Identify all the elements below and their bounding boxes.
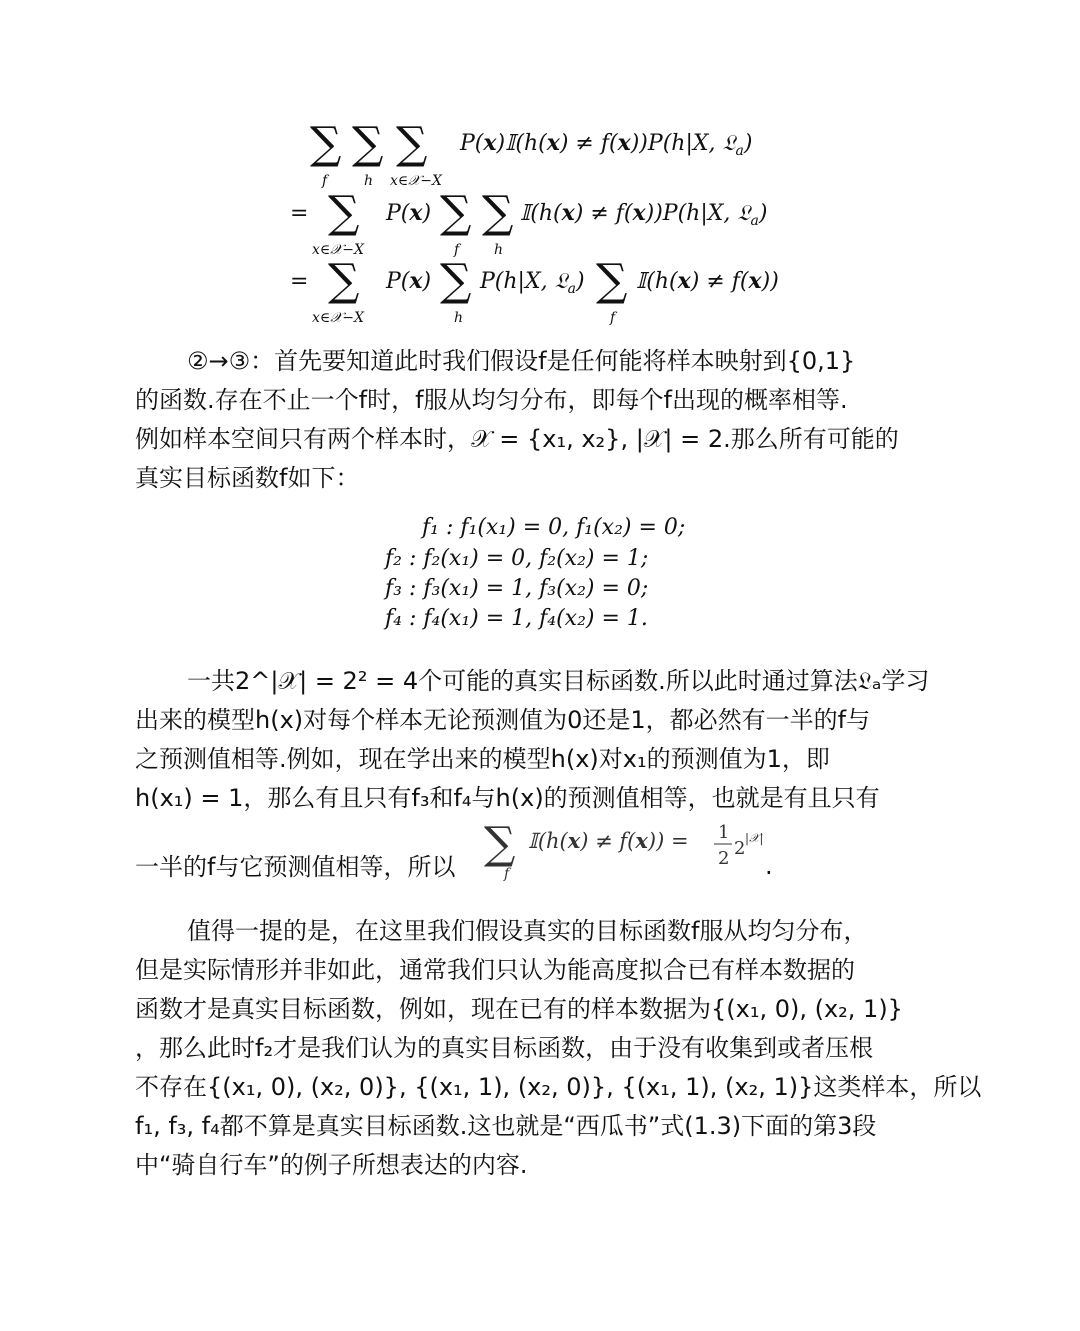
p2-line-5 (135, 848, 455, 886)
svg-text:∑: ∑ (328, 255, 360, 306)
p2-line-3: 之预测值相等.例如，现在学出来的模型h(x)对x₁的预测值为1，即 (135, 745, 830, 773)
p3-line-7: 中“骑自行车”的例子所想表达的内容. (135, 1151, 528, 1179)
function-f3: f₃ : f₃(x₁) = 1, f₃(x₂) = 0; (385, 576, 649, 601)
svg-text:f: f (610, 310, 616, 325)
svg-text:|𝒳|: |𝒳| (745, 831, 764, 845)
svg-text:h: h (454, 310, 464, 325)
inline-sum-equation (478, 812, 778, 882)
svg-text:∑: ∑ (328, 187, 360, 238)
svg-text:h: h (364, 173, 374, 189)
p3-line-6: f₁, f₃, f₄都不算是真实目标函数.这也就是“西瓜书”式(1.3)下面的第3段 (135, 1112, 877, 1140)
function-f2: f₂ : f₂(x₁) = 0, f₂(x₂) = 1; (385, 546, 649, 571)
svg-text:=: = (290, 269, 309, 294)
svg-text:∑: ∑ (482, 187, 514, 238)
svg-text:x∈𝒳−X: x∈𝒳−X (312, 310, 364, 325)
svg-text:1: 1 (718, 822, 730, 843)
svg-text:x∈𝒳−X: x∈𝒳−X (312, 242, 364, 258)
eq-line1-body: P(x)𝕀(h(x) ≠ f(x))P(h|X, 𝔏$_a$) (460, 130, 753, 159)
svg-text:∑: ∑ (596, 255, 628, 306)
p3-line-4: ，那么此时f₂才是我们认为的真实目标函数，由于没有收集到或者压根 (135, 1034, 874, 1062)
p2-line-2: 出来的模型h(x)对每个样本无论预测值为0还是1，都必然有一半的f与 (135, 706, 871, 734)
sum-f-1: ∑ (310, 118, 342, 169)
svg-text:f: f (454, 242, 460, 258)
main-equation (270, 110, 830, 325)
p3-line-2: 但是实际情形并非如此，通常我们只认为能高度拟合已有样本数据的 (135, 956, 855, 984)
p1-line-1: ②→③：首先要知道此时我们假设f是任何能将样本映射到{0,1} (187, 347, 856, 375)
svg-text:f: f (504, 866, 510, 882)
p2-line-1: 一共2^|𝒳| = 2² = 4个可能的真实目标函数.所以此时通过算法𝔏ₐ学习 (187, 667, 930, 695)
svg-text:h: h (494, 242, 504, 258)
svg-text:f: f (322, 173, 328, 189)
p3-line-3: 函数才是真实目标函数，例如，现在已有的样本数据为{(x₁, 0), (x₂, 1)} (135, 995, 903, 1023)
svg-text:P(x): P(x) (386, 268, 432, 294)
p3-line-1: 值得一提的是，在这里我们假设真实的目标函数f服从均匀分布， (187, 917, 868, 945)
p1-line-4: 真实目标函数f如下： (135, 464, 360, 492)
p2-line-5-period: . (765, 852, 773, 880)
function-f4: f₄ : f₄(x₁) = 1, f₄(x₂) = 1. (385, 606, 648, 631)
svg-text:∑: ∑ (484, 818, 516, 869)
svg-text:𝕀(h(x) ≠ f(x)) =: 𝕀(h(x) ≠ f(x)) = (528, 828, 689, 853)
function-list (385, 515, 715, 640)
p2-line-5-text: 一半的f与它预测值相等，所以 (135, 853, 456, 881)
svg-text:x∈𝒳−X: x∈𝒳−X (390, 173, 442, 189)
svg-text:2: 2 (718, 848, 730, 869)
eq-line3-body: 𝕀(h(x) ≠ f(x)) (636, 268, 779, 294)
sum-x-1: ∑ (396, 118, 428, 169)
svg-text:P(x): P(x) (386, 200, 432, 226)
p2-line-4: h(x₁) = 1，那么有且只有f₃和f₄与h(x)的预测值相等，也就是有且只有 (135, 784, 880, 812)
svg-text:∑: ∑ (440, 255, 472, 306)
svg-text:∑: ∑ (440, 187, 472, 238)
p3-line-5: 不存在{(x₁, 0), (x₂, 0)}, {(x₁, 1), (x₂, 0)}, {(x₁, 1), (x₂, 1)}这类样本，所以 (135, 1073, 982, 1101)
p1-line-3: 例如样本空间只有两个样本时，𝒳 = {x₁, x₂}, |𝒳| = 2.那么所有可能的 (135, 425, 899, 453)
svg-text:=: = (290, 201, 309, 226)
svg-text:P(h|X, 𝔏a): P(h|X, 𝔏$_a$) (480, 269, 585, 297)
p1-line-2: 的函数.存在不止一个f时，f服从均匀分布，即每个f出现的概率相等. (135, 386, 848, 414)
svg-text:2: 2 (734, 838, 746, 859)
sum-h-1: ∑ (352, 118, 384, 169)
eq-line2-body: 𝕀(h(x) ≠ f(x))P(h|X, 𝔏$_a$) (520, 200, 768, 229)
function-f1: f₁ : f₁(x₁) = 0, f₁(x₂) = 0; (422, 515, 686, 540)
